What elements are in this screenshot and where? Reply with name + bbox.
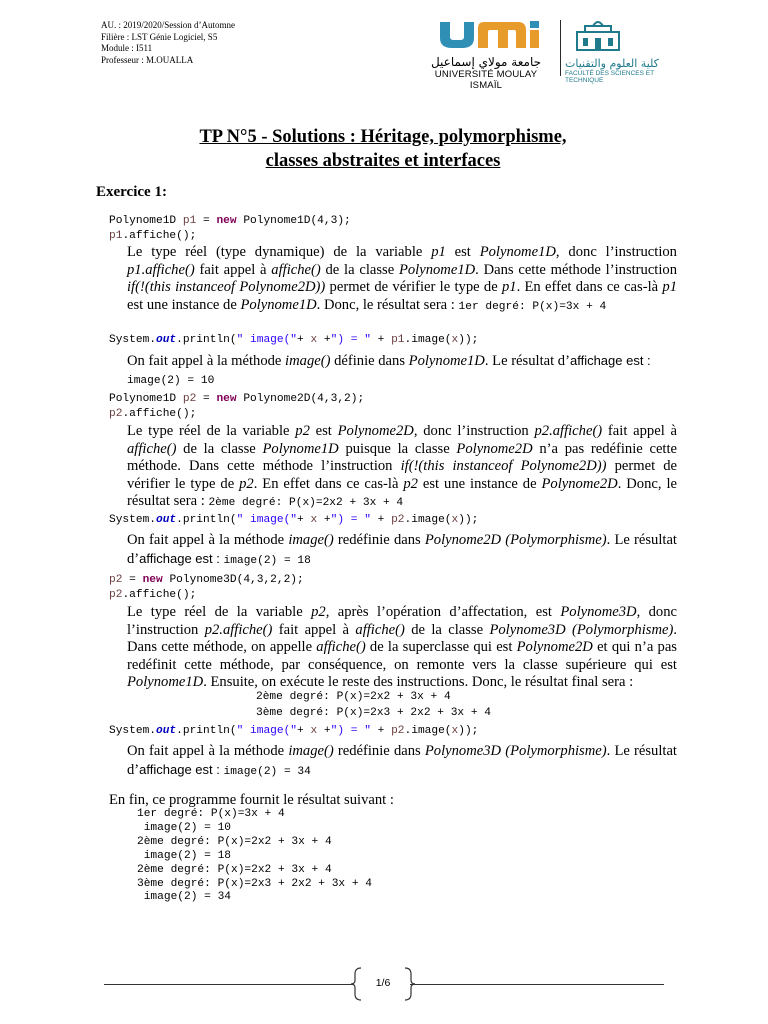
output-inline: 1er degré: P(x)=3x + 4 xyxy=(458,300,607,313)
header-line: AU. : 2019/2020/Session d’Automne xyxy=(101,20,235,30)
output-line: image(2) = 34 xyxy=(137,891,231,904)
output-line: 3ème degré: P(x)=2x3 + 2x2 + 3x + 4 xyxy=(256,706,491,719)
output-line: 2ème degré: P(x)=2x2 + 3x + 4 xyxy=(137,835,332,848)
paragraph-3: Le type réel de la variable p2 est Polynome2D, donc l’instruction p2.affiche() fait appel à affiche() de la classe Polynome1D puisque la classe Polynome2D n’a pas redéfinie cette méthode. Dans cette méthode l’instruction if(!(this instanceof Polynome2D)) permet de vérifier le type de p2. En effet dans ce cas-là p2 est une instance de Polynome2D. Donc, le résultat sera : 2ème degré: P(x)=2x2 + 3x + 4 xyxy=(127,423,678,510)
title-line-2: classes abstraites et interfaces xyxy=(265,151,501,171)
code-line: p1.affiche(); xyxy=(109,230,197,242)
output-inline: image(2) = 10 xyxy=(127,374,215,387)
exercise-heading: Exercice 1: xyxy=(96,184,167,200)
logo-divider xyxy=(560,20,561,76)
code-line: Polynome1D p2 = new Polynome2D(4,3,2); xyxy=(109,393,365,405)
output-line: image(2) = 10 xyxy=(137,821,231,834)
header-line: Module : I511 xyxy=(101,43,153,53)
header-line: Filière : LST Génie Logiciel, S5 xyxy=(101,31,218,42)
code-line: p2.affiche(); xyxy=(109,589,197,601)
output-inline: image(2) = 18 xyxy=(223,554,311,567)
code-line: p2 = new Polynome3D(4,3,2,2); xyxy=(109,574,304,586)
fst-arabic: كلية العلوم والتقنيات xyxy=(565,57,659,70)
umi-latin: UNIVERSITÉ MOULAY ISMAÏL xyxy=(434,69,538,91)
output-line: image(2) = 18 xyxy=(137,849,231,862)
code-println-2: System.out.println(" image("+ x +") = " + p2.image(x)); xyxy=(109,514,479,526)
code-block-2 xyxy=(109,392,364,422)
code-line: Polynome1D p1 = new Polynome1D(4,3); xyxy=(109,215,351,227)
page-number: 1/6 xyxy=(375,977,391,989)
fst-logo xyxy=(565,18,680,84)
code-println-3: System.out.println(" image("+ x +") = " + p2.image(x)); xyxy=(109,725,479,737)
output-block-1 xyxy=(256,690,491,721)
code-line: p2.affiche(); xyxy=(109,408,197,420)
umi-logo xyxy=(422,18,550,91)
final-intro: En fin, ce programme fournit le résultat suivant : xyxy=(109,792,394,808)
paragraph-6: On fait appel à la méthode image() redéfinie dans Polynome3D (Polymorphisme). Le résultat d’affichage est : image(2) = 34 xyxy=(127,743,677,778)
title-line-1: TP N°5 - Solutions : Héritage, polymorphisme, xyxy=(199,127,567,147)
footer-rule-left xyxy=(104,984,354,985)
output-inline: image(2) = 34 xyxy=(223,765,311,778)
code-block-1 xyxy=(109,214,351,244)
paragraph-5: Le type réel de la variable p2, après l’opération d’affectation, est Polynome3D, donc l’instruction p2.affiche() fait appel à affiche() de la classe Polynome3D (Polymorphisme). Dans cette méthode, on appelle affiche() de la superclasse qui est Polynome2D et qui n’a pas redéfinit cette méthode, par conséquence, on remonte vers la classe supérieure qui est Polynome1D. Ensuite, on exécute le reste des instructions. Donc, le résultat final sera : xyxy=(127,604,677,691)
footer-rule-right xyxy=(410,984,664,985)
paragraph-2: On fait appel à la méthode image() définie dans Polynome1D. Le résultat d’affichage est : image(2) = 10 xyxy=(127,353,651,387)
paragraph-4: On fait appel à la méthode image() redéfinie dans Polynome2D (Polymorphisme). Le résultat d’affichage est : image(2) = 18 xyxy=(127,532,677,567)
output-line: 2ème degré: P(x)=2x2 + 3x + 4 xyxy=(137,863,332,876)
fst-latin: FACULTÉ DES SCIENCES ET TECHNIQUE xyxy=(565,70,654,84)
output-line: 1er degré: P(x)=3x + 4 xyxy=(137,808,285,820)
output-line: 3ème degré: P(x)=2x3 + 2x2 + 3x + 4 xyxy=(137,877,372,890)
code-println-1: System.out.println(" image("+ x +") = " + p1.image(x)); xyxy=(109,334,479,346)
code-block-3 xyxy=(109,573,304,603)
fst-building-icon xyxy=(575,18,621,52)
umi-arabic: جامعة مولاي إسماعيل xyxy=(430,55,542,69)
page-title xyxy=(90,125,676,173)
final-output xyxy=(137,808,372,905)
umi-logo-mark-icon xyxy=(422,18,550,52)
paragraph-1: Le type réel (type dynamique) de la variable p1 est Polynome1D, donc l’instruction p1.affiche() fait appel à affiche() de la classe Polynome1D. Dans cette méthode l’instruction if(!(this instanceof Polynome2D)) permet de vérifier le type de p1. En effet dans ce cas-là p1 est une instance de Polynome1D. Donc, le résultat sera : 1er degré: P(x)=3x + 4 xyxy=(127,244,678,313)
output-line: 2ème degré: P(x)=2x2 + 3x + 4 xyxy=(256,691,451,703)
header-line: Professeur : M.OUALLA xyxy=(101,54,194,65)
output-inline: 2ème degré: P(x)=2x2 + 3x + 4 xyxy=(208,497,404,510)
header-info xyxy=(101,20,235,66)
